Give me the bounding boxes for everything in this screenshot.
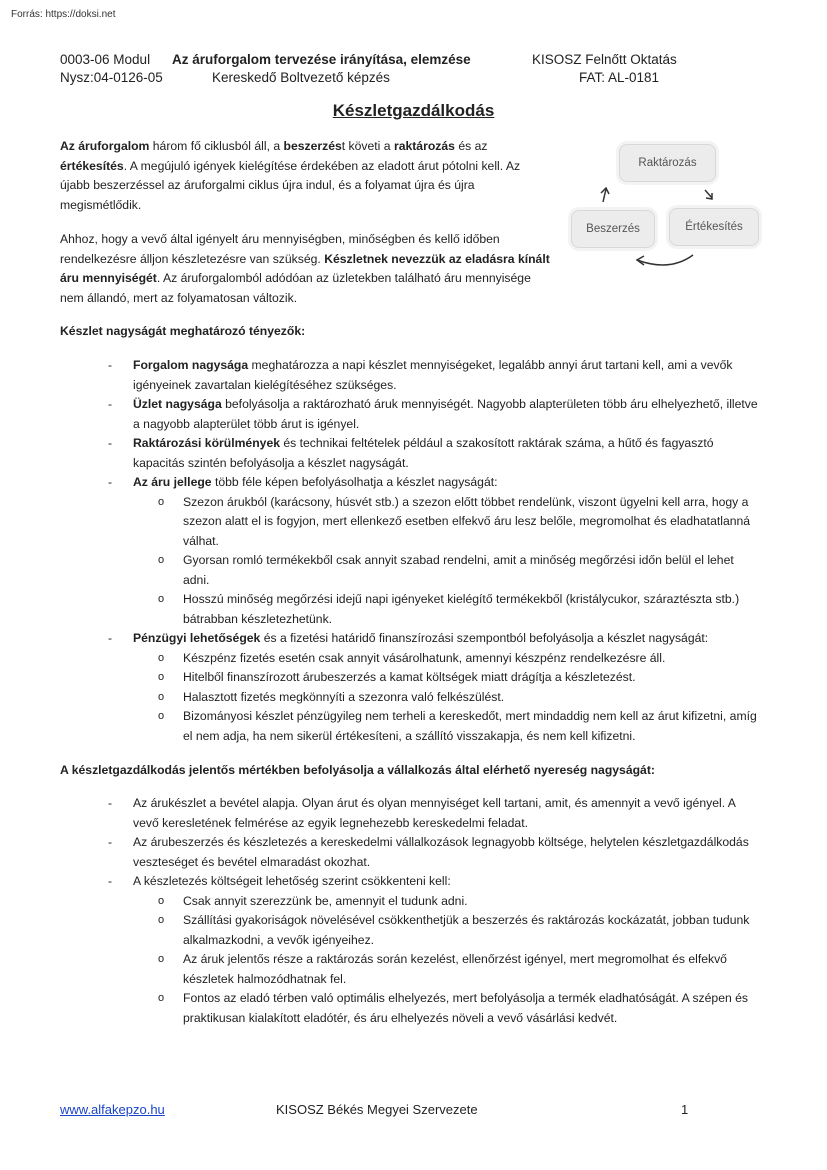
- sub-list-item: [133, 911, 763, 950]
- item-term: Pénzügyi lehetőségek: [133, 631, 261, 645]
- cycle-diagram: [565, 140, 765, 275]
- sub-item-text: Szállítási gyakoriságok növelésével csökkenthetjük a beszerzés és raktározás kockázatát, jobban tudunk alkalmazkodni, a vevők igényeihez.: [183, 913, 750, 947]
- item-text: Az árukészlet a bevétel alapja. Olyan árut és olyan mennyiséget kell tartani, amit, és amennyit a vevő igényel. A vevő keresletének felmérése az egyik legnehezebb kereskedelmi feladat.: [133, 796, 736, 830]
- sub-item-text: Bizományosi készlet pénzügyileg nem terheli a kereskedőt, mert mindaddig nem kell az árut kifizetni, amíg el nem adja, ha nem sikerül értékesíteni, a szállító visszakapja, és nem kell kifizetni.: [183, 709, 757, 743]
- dash-bullet: -: [108, 631, 113, 645]
- diagram-node-beszerzes: Beszerzés: [571, 210, 655, 248]
- dash-bullet: -: [108, 397, 113, 411]
- item-text: több féle képen befolyásolhatja a készlet nagyságát:: [211, 475, 498, 489]
- footer-org: KISOSZ Békés Megyei Szervezete: [276, 1102, 478, 1117]
- diagram-node-raktarozas: Raktározás: [619, 144, 716, 182]
- header-fat: FAT: AL-0181: [579, 70, 660, 85]
- list-item: [0, 833, 763, 872]
- sub-list-item: [133, 493, 763, 552]
- circle-bullet: o: [158, 992, 165, 1004]
- circle-bullet: o: [158, 710, 165, 722]
- intro-text: és az: [454, 139, 488, 153]
- sub-list-item: [133, 551, 763, 590]
- circle-bullet: o: [158, 671, 165, 683]
- item-text: A készletezés költségeit lehetőség szerint csökkenteni kell:: [133, 874, 451, 888]
- intro-term-ertekesites: értékesítés: [60, 158, 124, 173]
- arrow-down-icon: [705, 190, 712, 198]
- circle-bullet: o: [158, 651, 165, 664]
- footer-website-link[interactable]: www.alfakepzo.hu: [60, 1102, 165, 1117]
- sub-item-text: Csak annyit szerezzünk be, amennyit el tudunk adni.: [183, 893, 468, 908]
- sub-item-text: Az áruk jelentős része a raktározás során kezelést, ellenőrzést igényel, mert megromolhat és elfekvő készletek halmozódhatnak fel.: [183, 952, 727, 986]
- item-term: Raktározási körülmények: [133, 436, 280, 450]
- source-note: Forrás: https://doksi.net: [11, 9, 116, 20]
- list-item: [0, 356, 763, 395]
- sub-item-text: Szezon árukból (karácsony, húsvét stb.) a szezon előtt többet rendelünk, viszont ügyelni kell arra, hogy a szezon alatt el is fogyjon, mert ellenkező esetben elfekvő áru lesz belőle, megromolhat és eladhatatlanná válhat.: [183, 494, 751, 548]
- intro-text: t követi a: [341, 139, 394, 153]
- section1-list: [0, 356, 763, 746]
- circle-bullet: o: [158, 495, 165, 508]
- item-text: Az árubeszerzés és készletezés a kereskedelmi vállalkozások legnagyobb költsége, helytelen készletgazdálkodás veszteséget és bevétel elmaradást okozhat.: [133, 835, 749, 869]
- header-module-title: Az áruforgalom tervezése irányítása, elemzése: [172, 52, 471, 67]
- header-org: KISOSZ Felnőtt Oktatás: [532, 52, 677, 67]
- list-item: [0, 473, 763, 629]
- sub-list-item: [133, 649, 763, 669]
- dash-bullet: -: [108, 358, 113, 372]
- list-item: [0, 794, 763, 833]
- circle-bullet: o: [158, 894, 165, 907]
- intro-text: . Az áruforgalomból adódóan az üzletekben található áru mennyisége nem állandó, mert az folyamatosan változik.: [60, 271, 531, 305]
- header-course: Kereskedő Boltvezető képzés: [212, 70, 390, 85]
- cycle-arrows: [565, 140, 765, 275]
- item-text: befolyásolja a raktározható áruk mennyiségét. Nagyobb alapterületen több áru elhelyezhető, illetve a nagyobb alapterület több árut is igényel.: [133, 397, 758, 431]
- item-term: Az áru jellege: [133, 475, 212, 489]
- dash-bullet: -: [108, 475, 113, 489]
- footer-page-number: 1: [681, 1102, 689, 1117]
- sub-list: [133, 892, 763, 1029]
- header-module: 0003-06 Modul: [60, 52, 151, 67]
- sub-item-text: Fontos az eladó térben való optimális elhelyezés, mert befolyásolja a termék eladhatóságát. A szépen és praktikusan kialakított eladótér, és áru elhelyezés növeli a vevő vásárlási kedvét.: [183, 991, 749, 1025]
- circle-bullet: o: [158, 914, 165, 926]
- item-text: meghatározza a napi készlet mennyiségeket, legalább annyi árut tartani kell, ami a vevők igényeinek zavartalan kielégítéséhez szükséges.: [133, 358, 733, 392]
- diagram-node-ertekesites: Értékesítés: [669, 208, 759, 246]
- dash-bullet: -: [108, 835, 113, 849]
- sub-item-text: Hosszú minőség megőrzési idejű napi igényeket kielégítő termékekből (kristálycukor, száraztészta stb.) bátrabban készletezhetünk.: [183, 592, 740, 626]
- intro-text: . A megújuló igények kielégítése érdekében az eladott árut pótolni kell. Az újabb beszerzéssel az áruforgalmi ciklus újra indul, és a folyamat újra és újra megismétlődik.: [60, 158, 521, 212]
- page-title: Készletgazdálkodás: [332, 101, 495, 120]
- sub-item-text: Halasztott fizetés megkönnyíti a szezonra való felkészülést.: [183, 689, 505, 704]
- sub-item-text: Hitelből finanszírozott árubeszerzés a kamat költségek miatt drágítja a készletezést.: [183, 670, 636, 684]
- intro-term-aruforgalom: Az áruforgalom: [60, 139, 150, 153]
- sub-list: [133, 649, 763, 747]
- section1-heading: Készlet nagyságát meghatározó tényezők:: [60, 324, 306, 338]
- sub-list-item: [133, 688, 763, 708]
- intro-term-beszerzes: beszerzés: [283, 139, 342, 153]
- dash-bullet: -: [108, 796, 113, 810]
- sub-list-item: [133, 590, 763, 629]
- sub-list-item: [133, 892, 763, 912]
- sub-list: [133, 493, 763, 630]
- item-term: Forgalom nagysága: [133, 358, 249, 372]
- list-item: [0, 395, 763, 434]
- curved-arrow-icon: [637, 255, 693, 265]
- circle-bullet: o: [158, 690, 165, 703]
- intro-text: három fő ciklusból áll, a: [149, 139, 284, 153]
- intro-paragraph-1: [60, 137, 540, 215]
- dash-bullet: -: [108, 436, 113, 450]
- sub-item-text: Készpénz fizetés esetén csak annyit vásárolhatunk, amennyi készpénz rendelkezésre áll.: [183, 650, 666, 665]
- sub-item-text: Gyorsan romló termékekből csak annyit szabad rendelni, amit a minőség megőrzési időn belül el lehet adni.: [183, 553, 734, 587]
- list-item: [0, 872, 763, 1028]
- intro-term-raktarozas: raktározás: [393, 139, 455, 153]
- definition-keszlet: Készletnek nevezzük az eladásra kínált áru mennyiségét: [60, 251, 550, 285]
- circle-bullet: o: [158, 953, 165, 965]
- sub-list-item: [133, 950, 763, 989]
- dash-bullet: -: [108, 874, 113, 888]
- section2-heading: A készletgazdálkodás jelentős mértékben befolyásolja a vállalkozás által elérhető nyereség nagyságát:: [60, 763, 655, 777]
- item-text: és technikai feltételek például a szakosított raktárak száma, a hűtő és fagyasztó kapacitás szintén befolyásolja a készlet nagyságát.: [133, 436, 714, 470]
- sub-list-item: [133, 707, 763, 746]
- intro-paragraph-2: [60, 230, 552, 308]
- list-item: [0, 434, 763, 473]
- circle-bullet: o: [158, 593, 165, 605]
- item-term: Üzlet nagysága: [133, 397, 222, 411]
- header-nysz: Nysz:04-0126-05: [60, 70, 163, 85]
- circle-bullet: o: [158, 554, 165, 566]
- item-text: és a fizetési határidő finanszírozási szempontból befolyásolja a készlet nagyságát:: [260, 631, 709, 645]
- section2-list: [0, 794, 763, 1028]
- sub-list-item: [133, 668, 763, 688]
- intro-text: Ahhoz, hogy a vevő által igényelt áru mennyiségben, minőségben és kellő időben rendelkezésre álljon készletezésre van szükség.: [60, 232, 500, 266]
- list-item: [0, 629, 763, 746]
- sub-list-item: [133, 989, 763, 1028]
